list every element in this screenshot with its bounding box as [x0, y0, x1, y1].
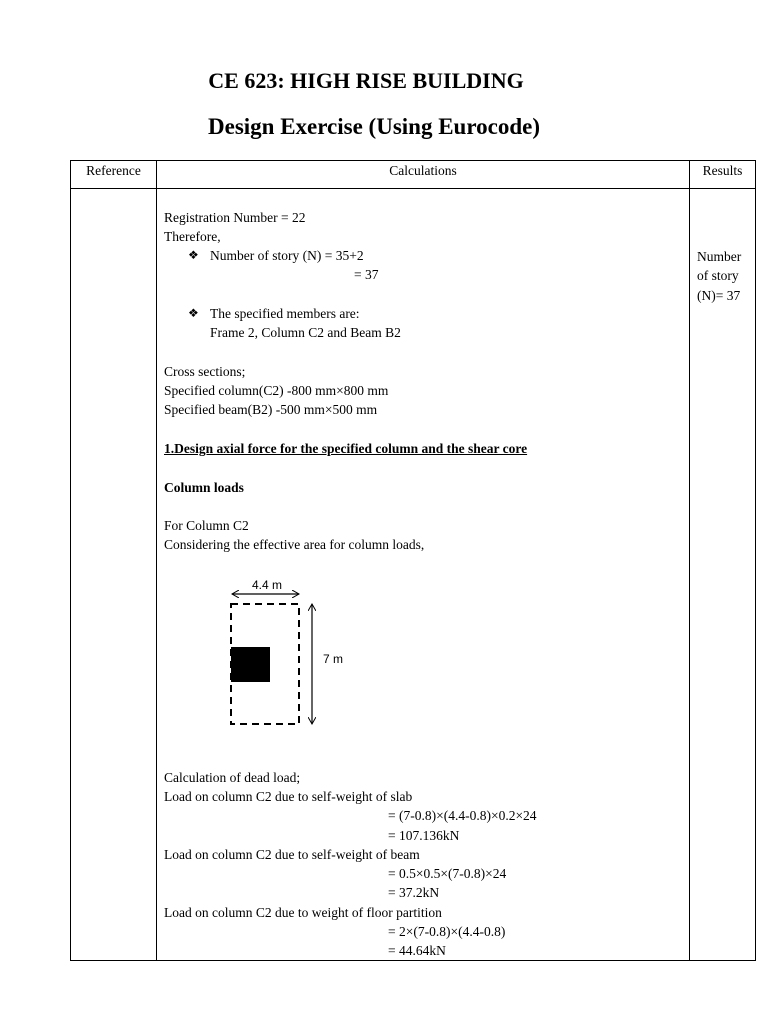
header-results: Results [702, 163, 743, 178]
result-line-1: Number [697, 249, 742, 264]
table-border-left [70, 160, 71, 961]
slab-load-equation: = (7-0.8)×(4.4-0.8)×0.2×24 [388, 808, 537, 823]
partition-load-equation: = 2×(7-0.8)×(4.4-0.8) [388, 924, 506, 939]
slab-load-text: Load on column C2 due to self-weight of slab [164, 789, 413, 804]
table-header-divider [70, 188, 756, 189]
for-column-c2: For Column C2 [164, 518, 249, 533]
column-spec: Specified column(C2) -800 mm×800 mm [164, 383, 389, 398]
height-label: 7 m [323, 652, 344, 666]
width-label: 4.4 m [252, 578, 283, 592]
cross-sections: Cross sections; [164, 364, 246, 379]
section-heading-column-loads: Column loads [164, 480, 244, 495]
table-col-divider-2 [689, 160, 690, 961]
beam-load-text: Load on column C2 due to self-weight of beam [164, 847, 420, 862]
slab-load-result: = 107.136kN [388, 828, 460, 843]
table-border-right [755, 160, 756, 961]
therefore-text: Therefore, [164, 229, 221, 244]
table-border-top [70, 160, 756, 161]
header-reference: Reference [86, 163, 141, 178]
section-heading-1: 1.Design axial force for the specified column and the shear core [164, 441, 528, 456]
result-line-3: (N)= 37 [697, 288, 741, 303]
diamond-bullet-icon: ❖ [188, 248, 199, 262]
beam-load-result: = 37.2kN [388, 885, 440, 900]
table-border-bottom [70, 960, 756, 961]
beam-load-equation: = 0.5×0.5×(7-0.8)×24 [388, 866, 507, 881]
number-of-story-result: = 37 [354, 267, 379, 282]
effective-area-text: Considering the effective area for column loads, [164, 537, 425, 552]
document-subtitle: Design Exercise (Using Eurocode) [208, 114, 540, 139]
table-col-divider-1 [156, 160, 157, 961]
result-line-2: of story [697, 268, 739, 283]
partition-load-result: = 44.64kN [388, 943, 446, 958]
partition-load-text: Load on column C2 due to weight of floor partition [164, 905, 442, 920]
specified-members-detail: Frame 2, Column C2 and Beam B2 [210, 325, 401, 340]
registration-number: Registration Number = 22 [164, 210, 306, 225]
specified-members: The specified members are: [210, 306, 360, 321]
document-title: CE 623: HIGH RISE BUILDING [208, 68, 524, 93]
effective-area-outline [231, 604, 299, 724]
column-c2-square [231, 647, 270, 682]
beam-spec: Specified beam(B2) -500 mm×500 mm [164, 402, 378, 417]
dead-load-heading: Calculation of dead load; [164, 770, 301, 785]
number-of-story: Number of story (N) = 35+2 [210, 248, 364, 263]
diamond-bullet-icon: ❖ [188, 306, 199, 320]
header-calculations: Calculations [389, 163, 457, 178]
